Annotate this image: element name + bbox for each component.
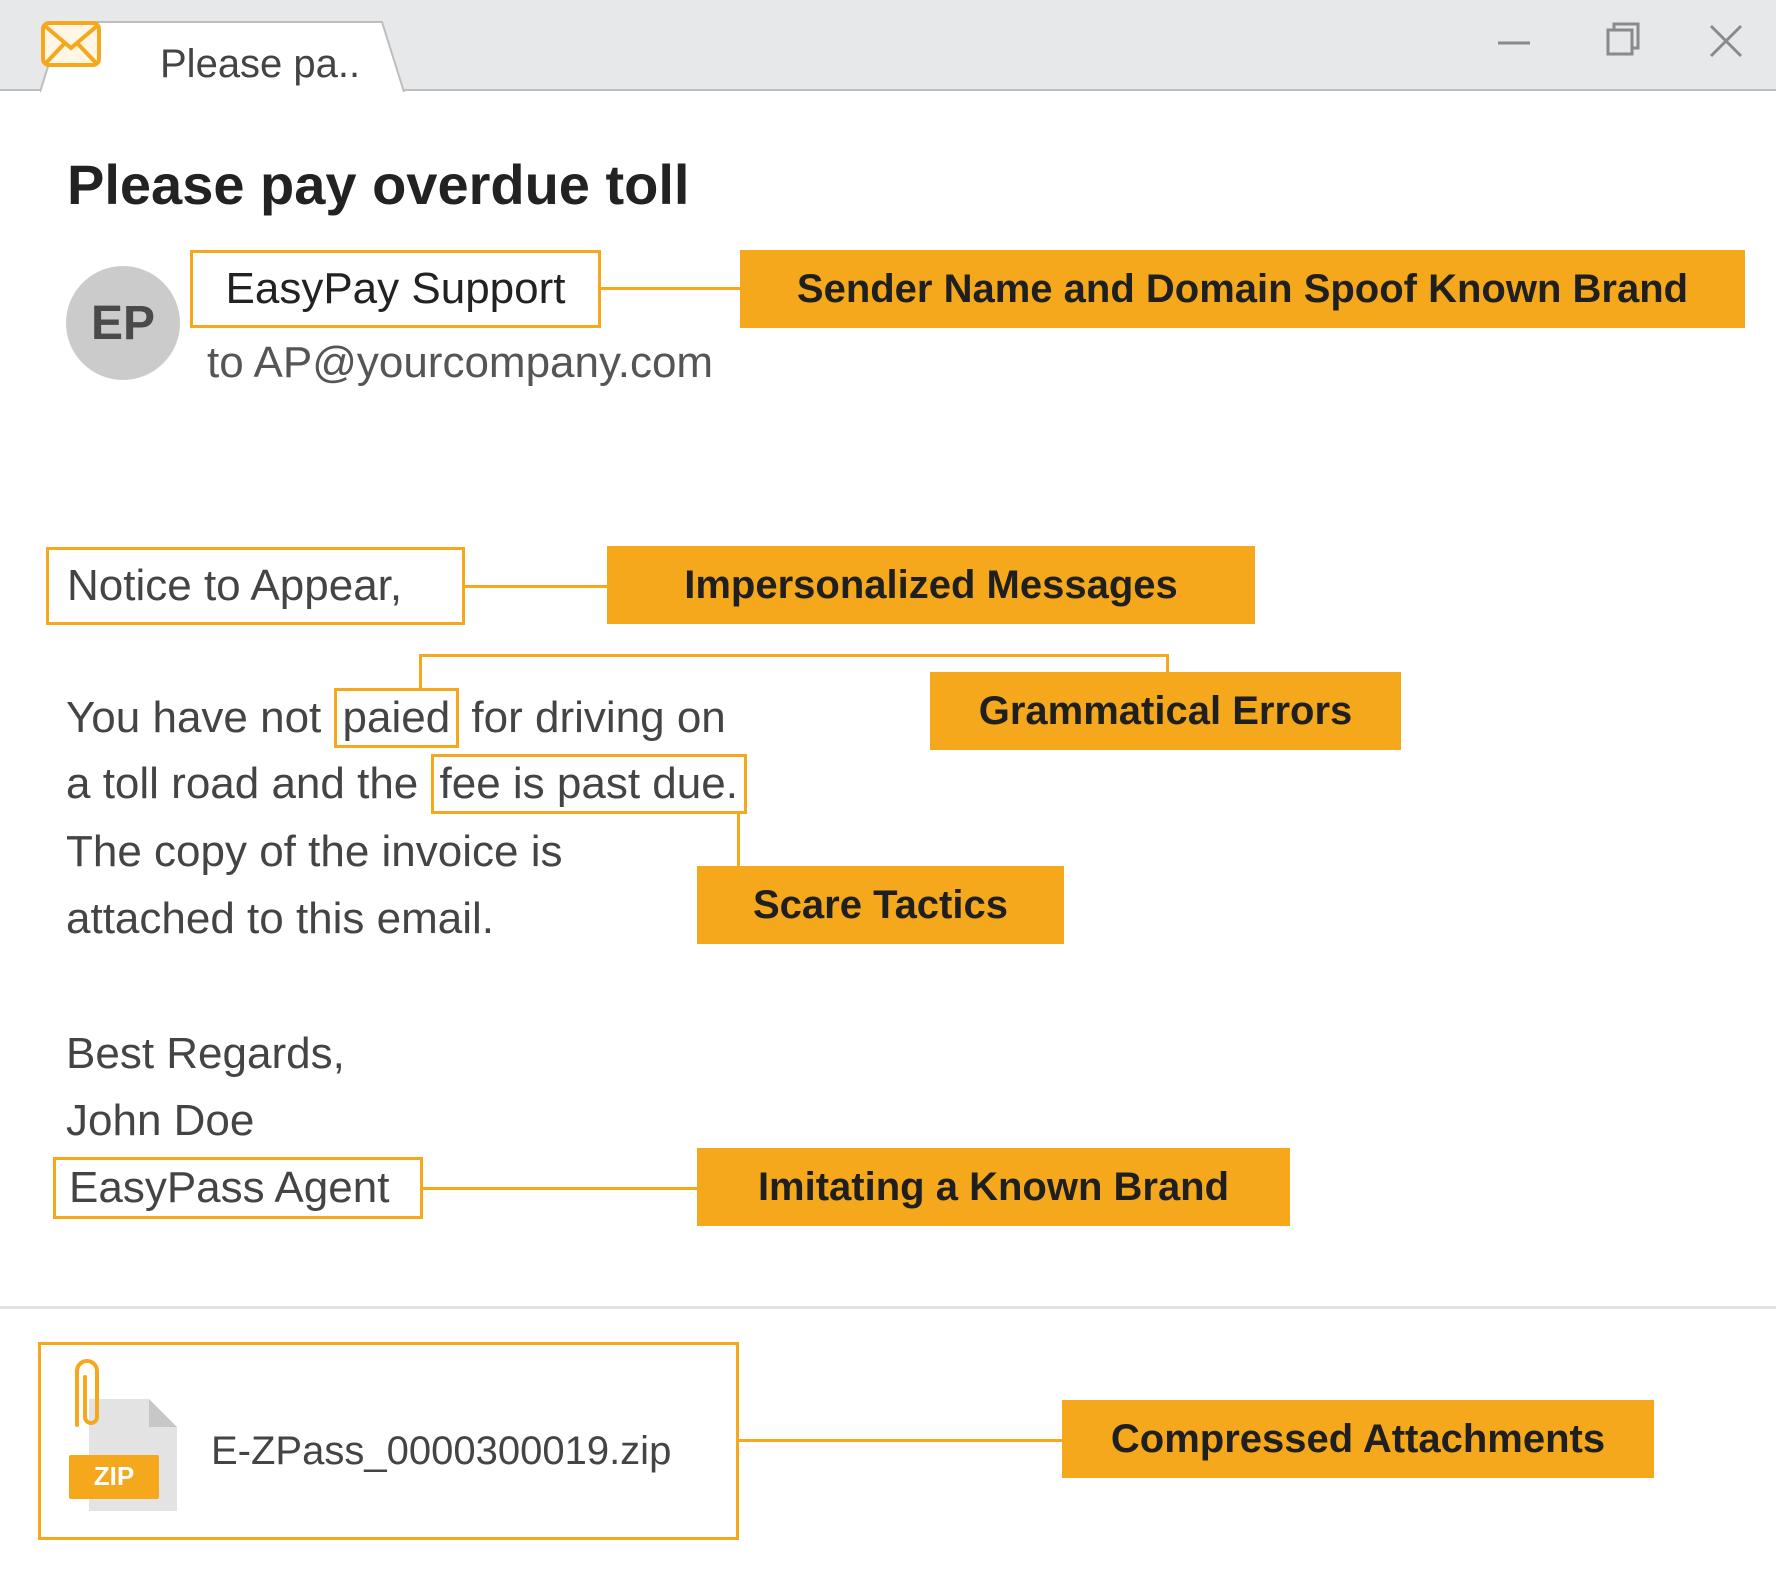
sender-name-text: EasyPay Support [225,264,566,313]
body-text-1b: for driving on [471,693,726,742]
divider [0,1306,1776,1309]
signature-closing: Best Regards, [66,1029,345,1078]
annotation-text: Sender Name and Domain Spoof Known Brand [796,266,1689,311]
annotation-impersonal [607,546,1255,624]
connector-line [423,1187,698,1190]
signature-title [53,1157,423,1219]
annotation-brand [697,1148,1290,1226]
avatar-initials: EP [90,296,156,350]
attachment[interactable] [38,1342,739,1540]
connector-line [737,812,740,868]
annotation-compressed [1062,1400,1654,1478]
avatar [66,266,180,380]
attachment-file-name: E-ZPass_0000300019.zip [211,1429,672,1473]
restore-button[interactable] [1592,14,1652,70]
annotation-grammar [930,672,1401,750]
body-line-3: The copy of the invoice is [66,827,563,876]
body-line-2 [66,754,747,814]
greeting-text: Notice to Appear, [67,561,403,610]
body-text-1a: You have not [66,693,322,742]
minimize-icon [1484,14,1544,70]
signature-title-text: EasyPass Agent [69,1163,390,1212]
restore-icon [1592,14,1652,70]
body-line-1 [66,688,726,748]
connector-line [419,654,1169,657]
greeting [46,547,465,625]
signature-name: John Doe [66,1096,255,1145]
connector-line [465,585,608,588]
recipient: to AP@yourcompany.com [207,338,714,387]
misspelled-word: paied [334,688,460,748]
close-button[interactable] [1697,14,1757,70]
envelope-icon [40,20,102,68]
close-icon [1697,14,1757,70]
annotation-text: Grammatical Errors [978,688,1353,733]
tab-title: Please pa.. [160,42,361,86]
minimize-button[interactable] [1484,14,1544,70]
connector-line [601,287,741,290]
annotation-scare [697,866,1064,944]
annotation-text: Compressed Attachments [1110,1416,1606,1461]
email-subject: Please pay overdue toll [67,153,690,216]
connector-line [1166,654,1169,674]
urgent-phrase: fee is past due. [431,754,747,814]
connector-line [419,654,422,690]
zip-badge-text: ZIP [93,1461,135,1491]
body-line-4: attached to this email. [66,894,495,943]
annotation-text: Impersonalized Messages [684,562,1178,607]
annotation-text: Scare Tactics [753,882,1008,927]
annotation-sender-spoof [740,250,1745,328]
email-tab[interactable] [40,20,410,93]
body-text-2a: a toll road and the [66,759,419,808]
annotation-text: Imitating a Known Brand [757,1164,1230,1209]
connector-line [739,1439,1063,1442]
sender-name[interactable] [190,250,601,328]
paperclip-icon [65,1355,105,1445]
